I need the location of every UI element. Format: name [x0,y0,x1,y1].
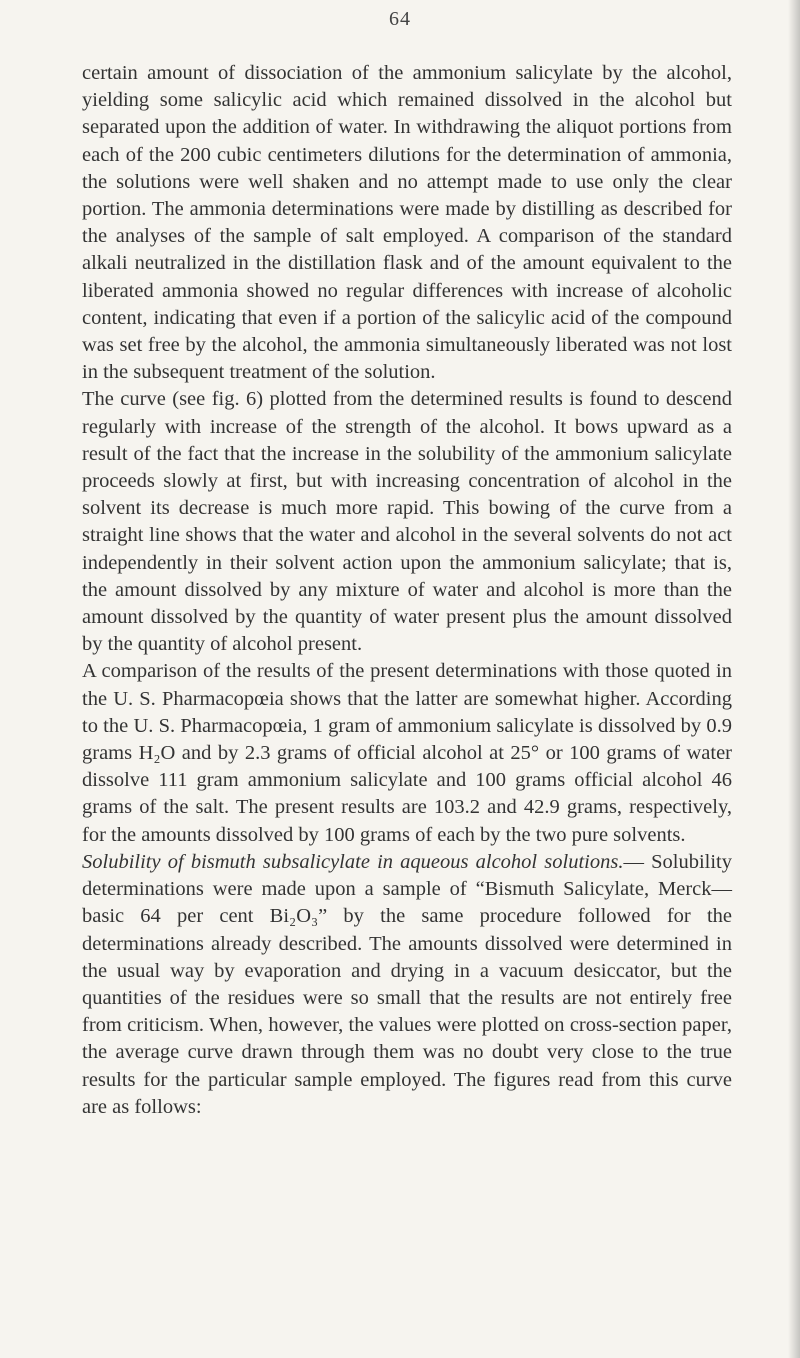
body-text [82,60,732,1121]
paragraph-4 [82,849,732,1121]
paragraph-4-body: — Solubility determinations were made upon a sample of “Bismuth Salicylate, Merck—basic 64 per cent Bi₂O₃” by the same procedure followed for the determinations already described. The amounts dissolved were determined in the usual way by evaporation and drying in a vacuum desiccator, but the quantities of the residues were so small that the results are not entirely free from criticism. When, however, the values were plotted on cross-section paper, the average curve drawn through them was no doubt very close to the true results for the particular sample employed. The figures read from this curve are as follows: [82,850,732,1118]
section-heading: Solubility of bismuth subsalicylate in aqueous alcohol solutions. [82,850,624,873]
paragraph-2: The curve (see fig. 6) plotted from the determined results is found to descend regularly with increase of the strength of the alcohol. It bows upward as a result of the fact that the increase in the solubility of the ammonium salicylate proceeds slowly at first, but with increasing concentration of alcohol in the solvent its decrease is much more rapid. This bowing of the curve from a straight line shows that the water and alcohol in the several solvents do not act independently in their solvent action upon the ammonium salicylate; that is, the amount dissolved by any mixture of water and alcohol is more than the amount dissolved by the quantity of water present plus the amount dissolved by the quantity of alcohol present. [82,388,732,656]
paragraph-3: A comparison of the results of the present determinations with those quoted in the U. S. Pharmacopœia shows that the latter are somewhat higher. According to the U. S. Pharmacopœia, 1 gram of ammonium salicylate is dissolved by 0.9 grams H₂O and by 2.3 grams of official alcohol at 25° or 100 grams of water dissolve 111 gram ammonium salicylate and 100 grams official alcohol 46 grams of the salt. The present results are 103.2 and 42.9 grams, respectively, for the amounts dissolved by 100 grams of each by the two pure solvents. [82,660,732,846]
paragraph-1: certain amount of dissociation of the ammonium salicylate by the alcohol, yielding some salicylic acid which remained dissolved in the alcohol but separated upon the addition of water. In withdrawing the aliquot portions from each of the 200 cubic centimeters dilutions for the determination of ammonia, the solutions were well shaken and no attempt made to use only the clear portion. The ammonia determinations were made by distilling as described for the analyses of the sample of salt employed. A comparison of the standard alkali neutralized in the distillation flask and of the amount equivalent to the liberated ammonia showed no regular differences with increase of alcoholic content, indicating that even if a portion of the salicylic acid of the compound was set free by the alcohol, the ammonia simultaneously liberated was not lost in the subsequent treatment of the solution. [82,62,732,384]
page-edge-shadow [788,0,800,1358]
page-number: 64 [389,8,411,30]
